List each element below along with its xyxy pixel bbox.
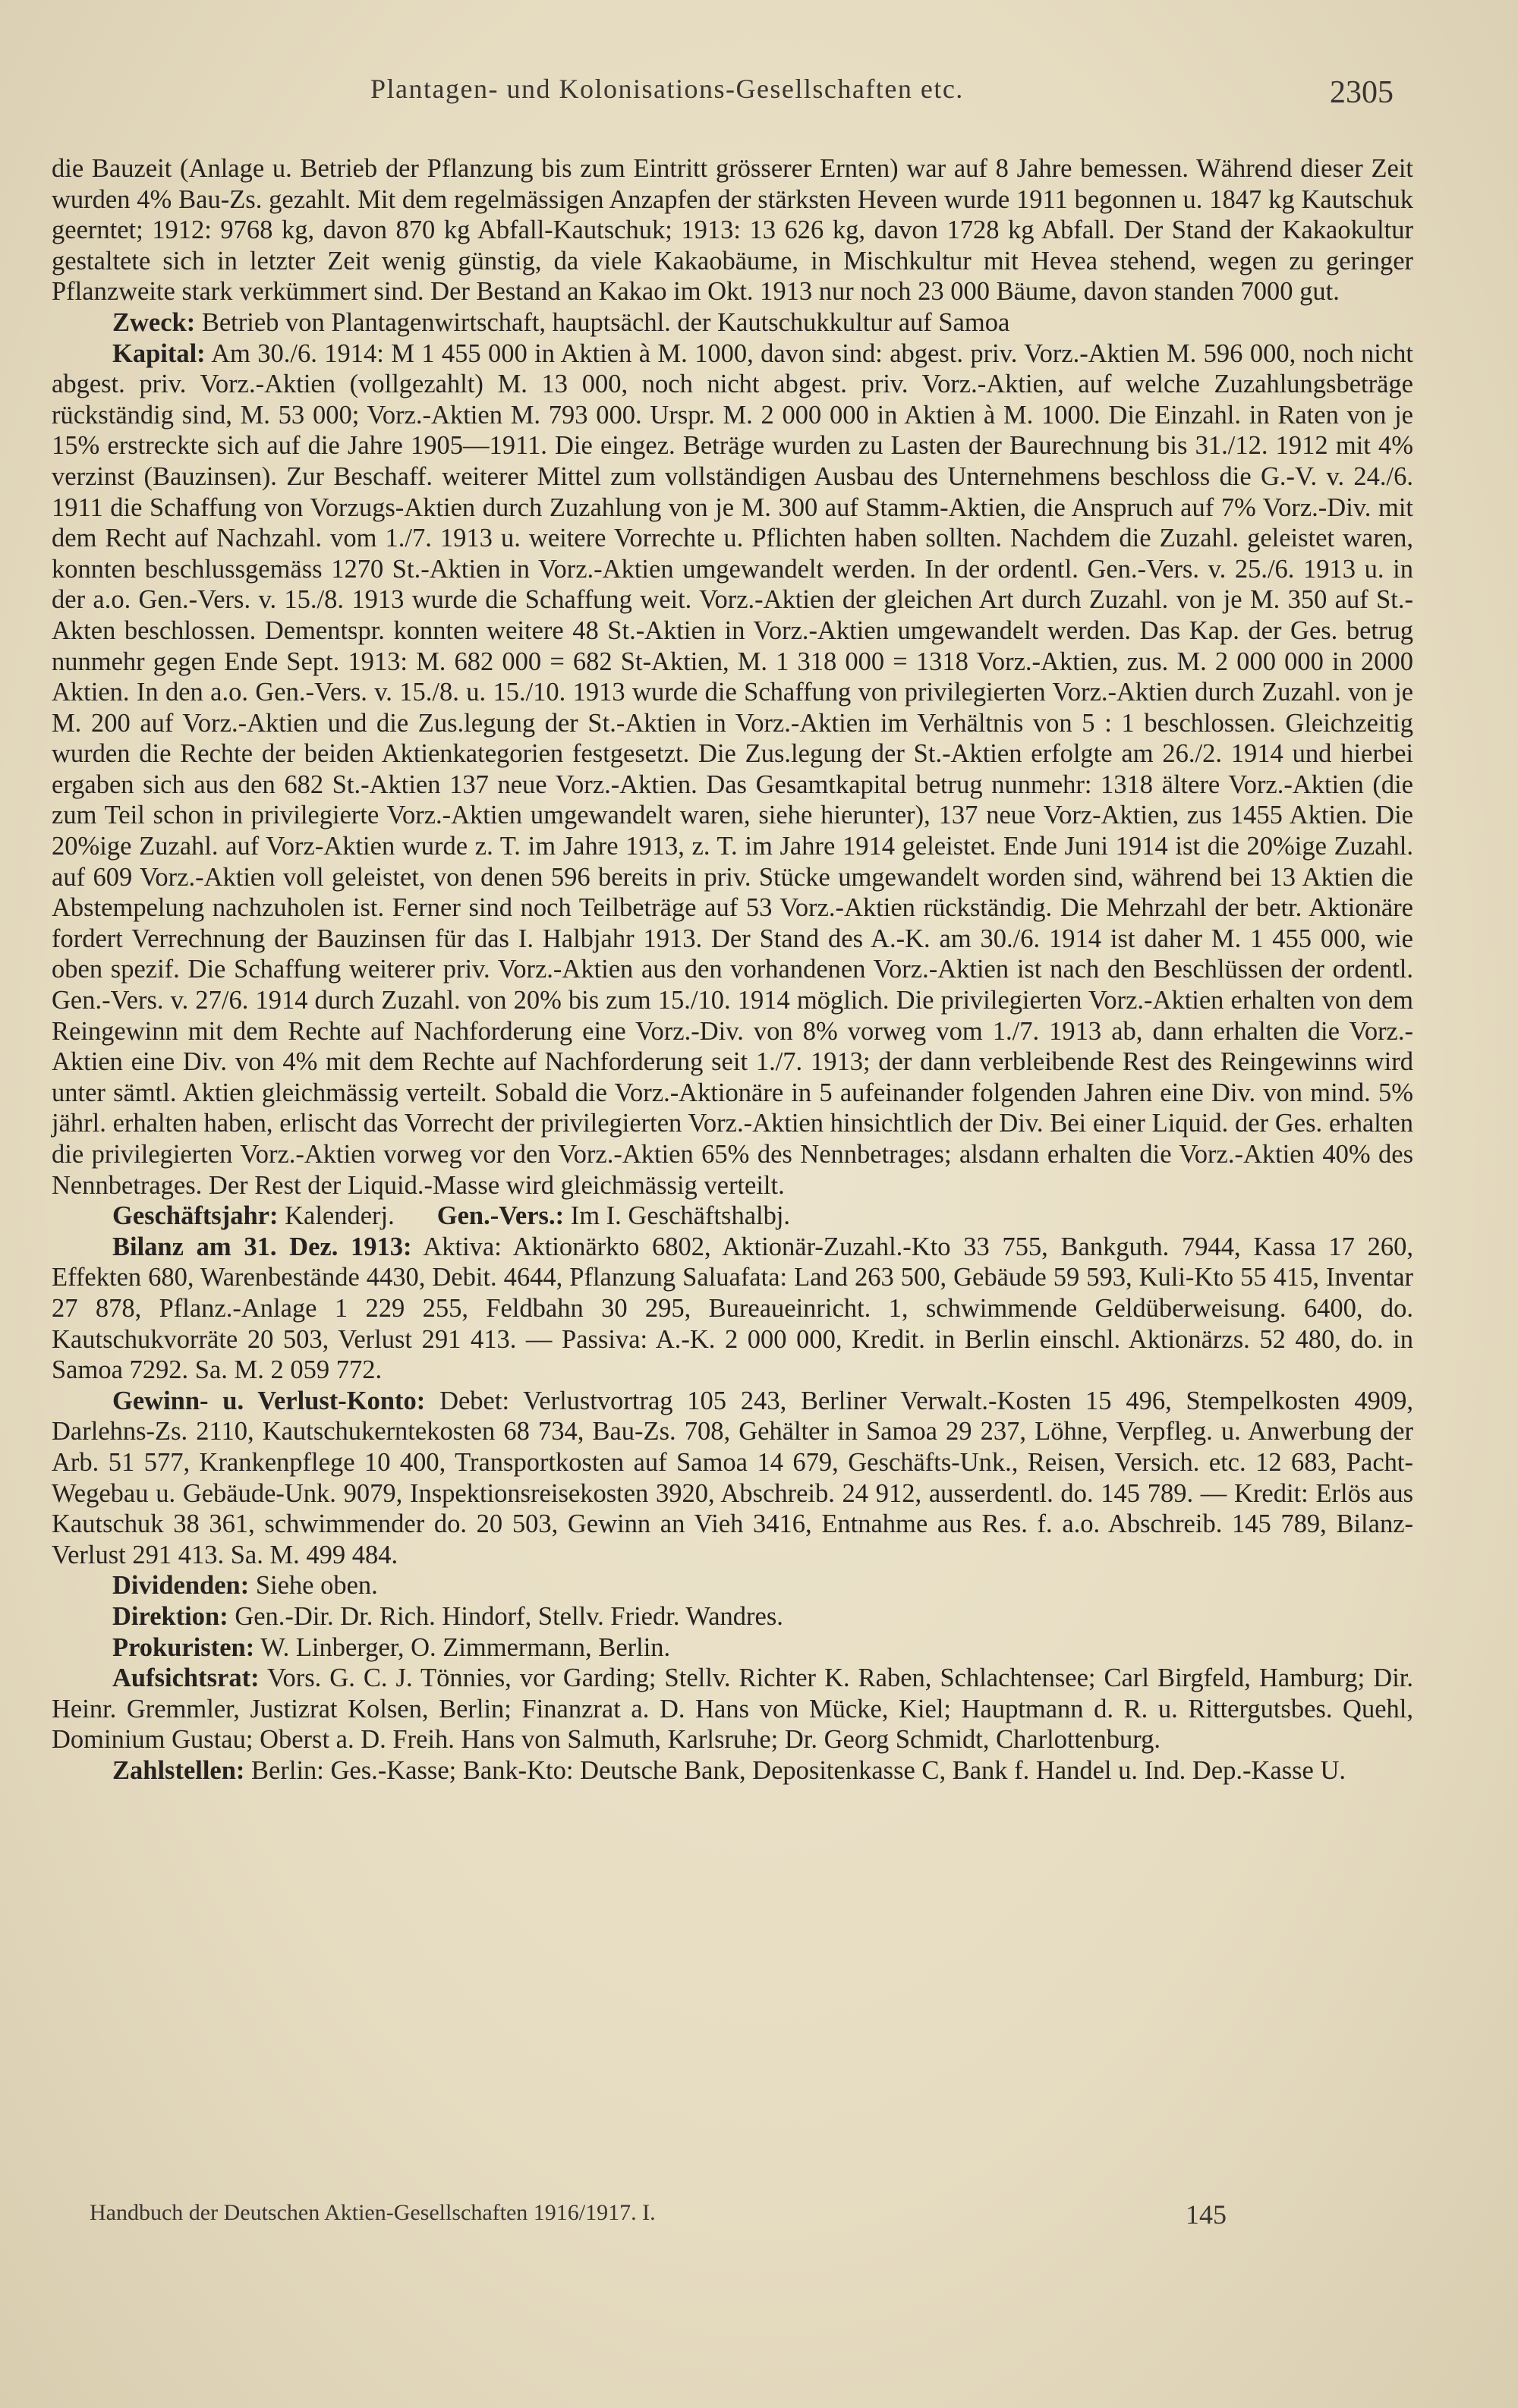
label-gewinn-verlust: Gewinn- u. Verlust-Konto:	[112, 1386, 426, 1415]
footer-source: Handbuch der Deutschen Aktien-Gesellschaften 1916/1917. I.	[90, 2200, 656, 2225]
label-dividenden: Dividenden:	[112, 1571, 250, 1601]
label-bilanz: Bilanz am 31. Dez. 1913:	[112, 1232, 412, 1261]
page-footer	[0, 2199, 1518, 2236]
paragraph-prokuristen	[52, 1632, 1413, 1664]
label-prokuristen: Prokuristen:	[112, 1632, 255, 1662]
label-geschaeftsjahr: Geschäftsjahr:	[112, 1201, 279, 1231]
article-body	[52, 153, 1413, 1786]
text-geschaeftsjahr: Kalenderj.	[278, 1201, 395, 1231]
text-direktion: Gen.-Dir. Dr. Rich. Hindorf, Stellv. Friedr. Wandres.	[228, 1601, 783, 1631]
text-kapital: Am 30./6. 1914: M 1 455 000 in Aktien à M. 1000, davon sind: abgest. priv. Vorz.-Aktien M. 596 000, noch nicht abgest. priv. Vorz.-Aktien (vollgezahlt) M. 13 000, noch nicht abgest. priv. Vorz.-Aktien, auf welche Zuzahlungsbeträge rückständig sind, M. 53 000; Vorz.-Aktien M. 793 000. Urspr. M. 2 000 000 in Aktien à M. 1000. Die Einzahl. in Raten von je 15% erstreckte sich auf die Jahre 1905—1911. Die eingez. Beträge wurden zu Lasten der Baurechnung bis 31./12. 1912 mit 4% verzinst (Bauzinsen). Zur Beschaff. weiterer Mittel zum vollständigen Ausbau des Unternehmens beschloss die G.-V. v. 24./6. 1911 die Schaffung von Vorzugs-Aktien durch Zuzahlung von je M. 300 auf Stamm-Aktien, die Anspruch auf 7% Vorz.-Div. mit dem Recht auf Nachzahl. vom 1./7. 1913 u. weitere Vorrechte u. Pflichten haben sollten. Nachdem die Zuzahl. geleistet waren, konnten beschlussgemäss 1270 St.-Aktien in Vorz.-Aktien umgewandelt werden. In der ordentl. Gen.-Vers. v. 25./6. 1913 u. in der a.o. Gen.-Vers. v. 15./8. 1913 wurde die Schaffung weit. Vorz.-Aktien der gleichen Art durch Zuzahl. von je M. 350 auf St.-Akten beschlossen. Dementspr. konnten weitere 48 St.-Aktien in Vorz.-Aktien umgewandelt werden. Das Kap. der Ges. betrug nunmehr gegen Ende Sept. 1913: M. 682 000 = 682 St-Aktien, M. 1 318 000 = 1318 Vorz.-Aktien, zus. M. 2 000 000 in 2000 Aktien. In den a.o. Gen.-Vers. v. 15./8. u. 15./10. 1913 wurde die Schaffung von privilegierten Vorz.-Aktien durch Zuzahl. von je M. 200 auf Vorz.-Aktien und die Zus.legung der St.-Aktien in Vorz.-Aktien im Verhältnis von 5 : 1 beschlossen. Gleichzeitig wurden die Rechte der beiden Aktienkategorien festgesetzt. Die Zus.legung der St.-Aktien erfolgte am 26./2. 1914 und hierbei ergaben sich aus den 682 St.-Aktien 137 neue Vorz.-Aktien. Das Gesamtkapital betrug nunmehr: 1318 ältere Vorz.-Aktien (die zum Teil schon in privilegierte Vorz.-Aktien umgewandelt waren, siehe hierunter), 137 neue Vorz-Aktien, zus 1455 Aktien. Die 20%ige Zuzahl. auf Vorz-Aktien wurde z. T. im Jahre 1913, z. T. im Jahre 1914 geleistet. Ende Juni 1914 ist die 20%ige Zuzahl. auf 609 Vorz.-Aktien voll geleistet, von denen 596 bereits in priv. Stücke umgewandelt worden sind, während bei 13 Aktien die Abstempelung nachzuholen ist. Ferner sind noch Teilbeträge auf 53 Vorz.-Aktien rückständig. Die Mehrzahl der betr. Aktionäre fordert Verrechnung der Bauzinsen für das I. Halbjahr 1913. Der Stand des A.-K. am 30./6. 1914 ist daher M. 1 455 000, wie oben spezif. Die Schaffung weiterer priv. Vorz.-Aktien aus den vorhandenen Vorz.-Aktien ist nach den Beschlüssen der ordentl. Gen.-Vers. v. 27/6. 1914 durch Zuzahl. von 20% bis zum 15./10. 1914 möglich. Die privilegierten Vorz.-Aktien erhalten von dem Reingewinn mit dem Rechte auf Nachforderung eine Vorz.-Div. von 8% vorweg vom 1./7. 1913 ab, dann erhalten die Vorz.-Aktien eine Div. von 4% mit dem Rechte auf Nachforderung seit 1./7. 1913; der dann verbleibende Rest des Reingewinns wird unter sämtl. Aktien gleichmässig verteilt. Sobald die Vorz.-Aktionäre in 5 aufeinander folgenden Jahren eine Div. von mind. 5% jährl. erhalten haben, erlischt das Vorrecht der privilegierten Vorz.-Aktien hinsichtlich der Div. Bei einer Liquid. der Ges. erhalten die privilegierten Vorz.-Aktien vorweg vor den Vorz.-Aktien 65% des Nennbetrages; alsdann erhalten die Vorz.-Aktien 40% des Nennbetrages. Der Rest der Liquid.-Masse wird gleichmässig verteilt.	[52, 338, 1413, 1200]
label-zahlstellen: Zahlstellen:	[112, 1755, 245, 1785]
paragraph-zahlstellen	[52, 1755, 1413, 1786]
running-title: Plantagen- und Kolonisations-Gesellschaften etc.	[370, 74, 964, 104]
running-header	[0, 73, 1518, 118]
paragraph-intro: die Bauzeit (Anlage u. Betrieb der Pflanzung bis zum Eintritt grösserer Ernten) war auf 8 Jahre bemessen. Während dieser Zeit wurden 4% Bau-Zs. gezahlt. Mit dem regelmässigen Anzapfen der stärksten Heveen wurde 1911 begonnen u. 1847 kg Kautschuk geerntet; 1912: 9768 kg, davon 870 kg Abfall-Kautschuk; 1913: 13 626 kg, davon 1728 kg Abfall. Der Stand der Kakaokultur gestaltete sich in letzter Zeit wenig günstig, da viele Kakaobäume, in Mischkultur mit Hevea stehend, wegen zu geringer Pflanzweite stark verkümmert sind. Der Bestand an Kakao im Okt. 1913 nur noch 23 000 Bäume, davon standen 7000 gut.	[52, 154, 1413, 307]
paragraph-direktion	[52, 1601, 1413, 1632]
label-zweck: Zweck:	[112, 307, 196, 337]
text-gen-vers: Im I. Geschäftshalbj.	[564, 1201, 791, 1231]
paragraph-gewinn-verlust	[52, 1386, 1413, 1571]
paragraph-bilanz	[52, 1232, 1413, 1386]
paragraph-dividenden	[52, 1570, 1413, 1601]
paragraph-aufsichtsrat	[52, 1663, 1413, 1755]
text-zahlstellen: Berlin: Ges.-Kasse; Bank-Kto: Deutsche Bank, Depositenkasse C, Bank f. Handel u. Ind. Dep.-Kasse U.	[244, 1755, 1346, 1785]
page-number: 2305	[1330, 75, 1394, 110]
label-kapital: Kapital:	[112, 338, 206, 368]
text-aufsichtsrat: Vors. G. C. J. Tönnies, vor Garding; Stellv. Richter K. Raben, Schlachtensee; Carl Birgfeld, Hamburg; Dir. Heinr. Gremmler, Justizrat Kolsen, Berlin; Finanzrat a. D. Hans von Mücke, Kiel; Hauptmann d. R. u. Rittergutsbes. Quehl, Dominium Gustau; Oberst a. D. Freih. Hans von Salmuth, Karlsruhe; Dr. Georg Schmidt, Charlottenburg.	[52, 1664, 1413, 1755]
text-zweck: Betrieb von Plantagenwirtschaft, hauptsächl. der Kautschukkultur auf Samoa	[195, 307, 1010, 337]
label-gen-vers: Gen.-Vers.:	[436, 1201, 565, 1231]
text-dividenden: Siehe oben.	[249, 1571, 378, 1601]
text-bilanz: Aktiva: Aktionärkto 6802, Aktionär-Zuzahl.-Kto 33 755, Bankguth. 7944, Kassa 17 260, Effekten 680, Warenbestände 4430, Debit. 4644, Pflanzung Saluafata: Land 263 500, Gebäude 59 593, Kuli-Kto 55 415, Inventar 27 878, Pflanz.-Anlage 1 229 255, Feldbahn 30 295, Bureaueinricht. 1, schwimmende Geldüberweisung. 6400, do. Kautschukvorräte 20 503, Verlust 291 413. — Passiva: A.-K. 2 000 000, Kredit. in Berlin einschl. Aktionärzs. 52 480, do. in Samoa 7292. Sa. M. 2 059 772.	[52, 1232, 1413, 1385]
footer-signature-number: 145	[1186, 2199, 1227, 2230]
label-aufsichtsrat: Aufsichtsrat:	[112, 1664, 260, 1693]
paragraph-geschaeftsjahr	[52, 1201, 1413, 1232]
text-prokuristen: W. Linberger, O. Zimmermann, Berlin.	[254, 1632, 671, 1662]
label-direktion: Direktion:	[112, 1601, 228, 1631]
paragraph-kapital	[52, 338, 1413, 1201]
text-gewinn-verlust: Debet: Verlustvortrag 105 243, Berliner Verwalt.-Kosten 15 496, Stempelkosten 4909, Darlehns-Zs. 2110, Kautschukerntekosten 68 734, Bau-Zs. 708, Gehälter in Samoa 29 237, Löhne, Verpfleg. u. Anwerbung der Arb. 51 577, Krankenpflege 10 400, Transportkosten auf Samoa 14 679, Geschäfts-Unk., Reisen, Versich. etc. 12 683, Pacht-Wegebau u. Gebäude-Unk. 9079, Inspektionsreisekosten 3920, Abschreib. 24 912, ausserdentl. do. 145 789. — Kredit: Erlös aus Kautschuk 38 361, schwimmender do. 20 503, Gewinn an Vieh 3416, Entnahme aus Res. f. a.o. Abschreib. 145 789, Bilanz-Verlust 291 413. Sa. M. 499 484.	[52, 1386, 1414, 1569]
paragraph-zweck	[52, 307, 1413, 338]
